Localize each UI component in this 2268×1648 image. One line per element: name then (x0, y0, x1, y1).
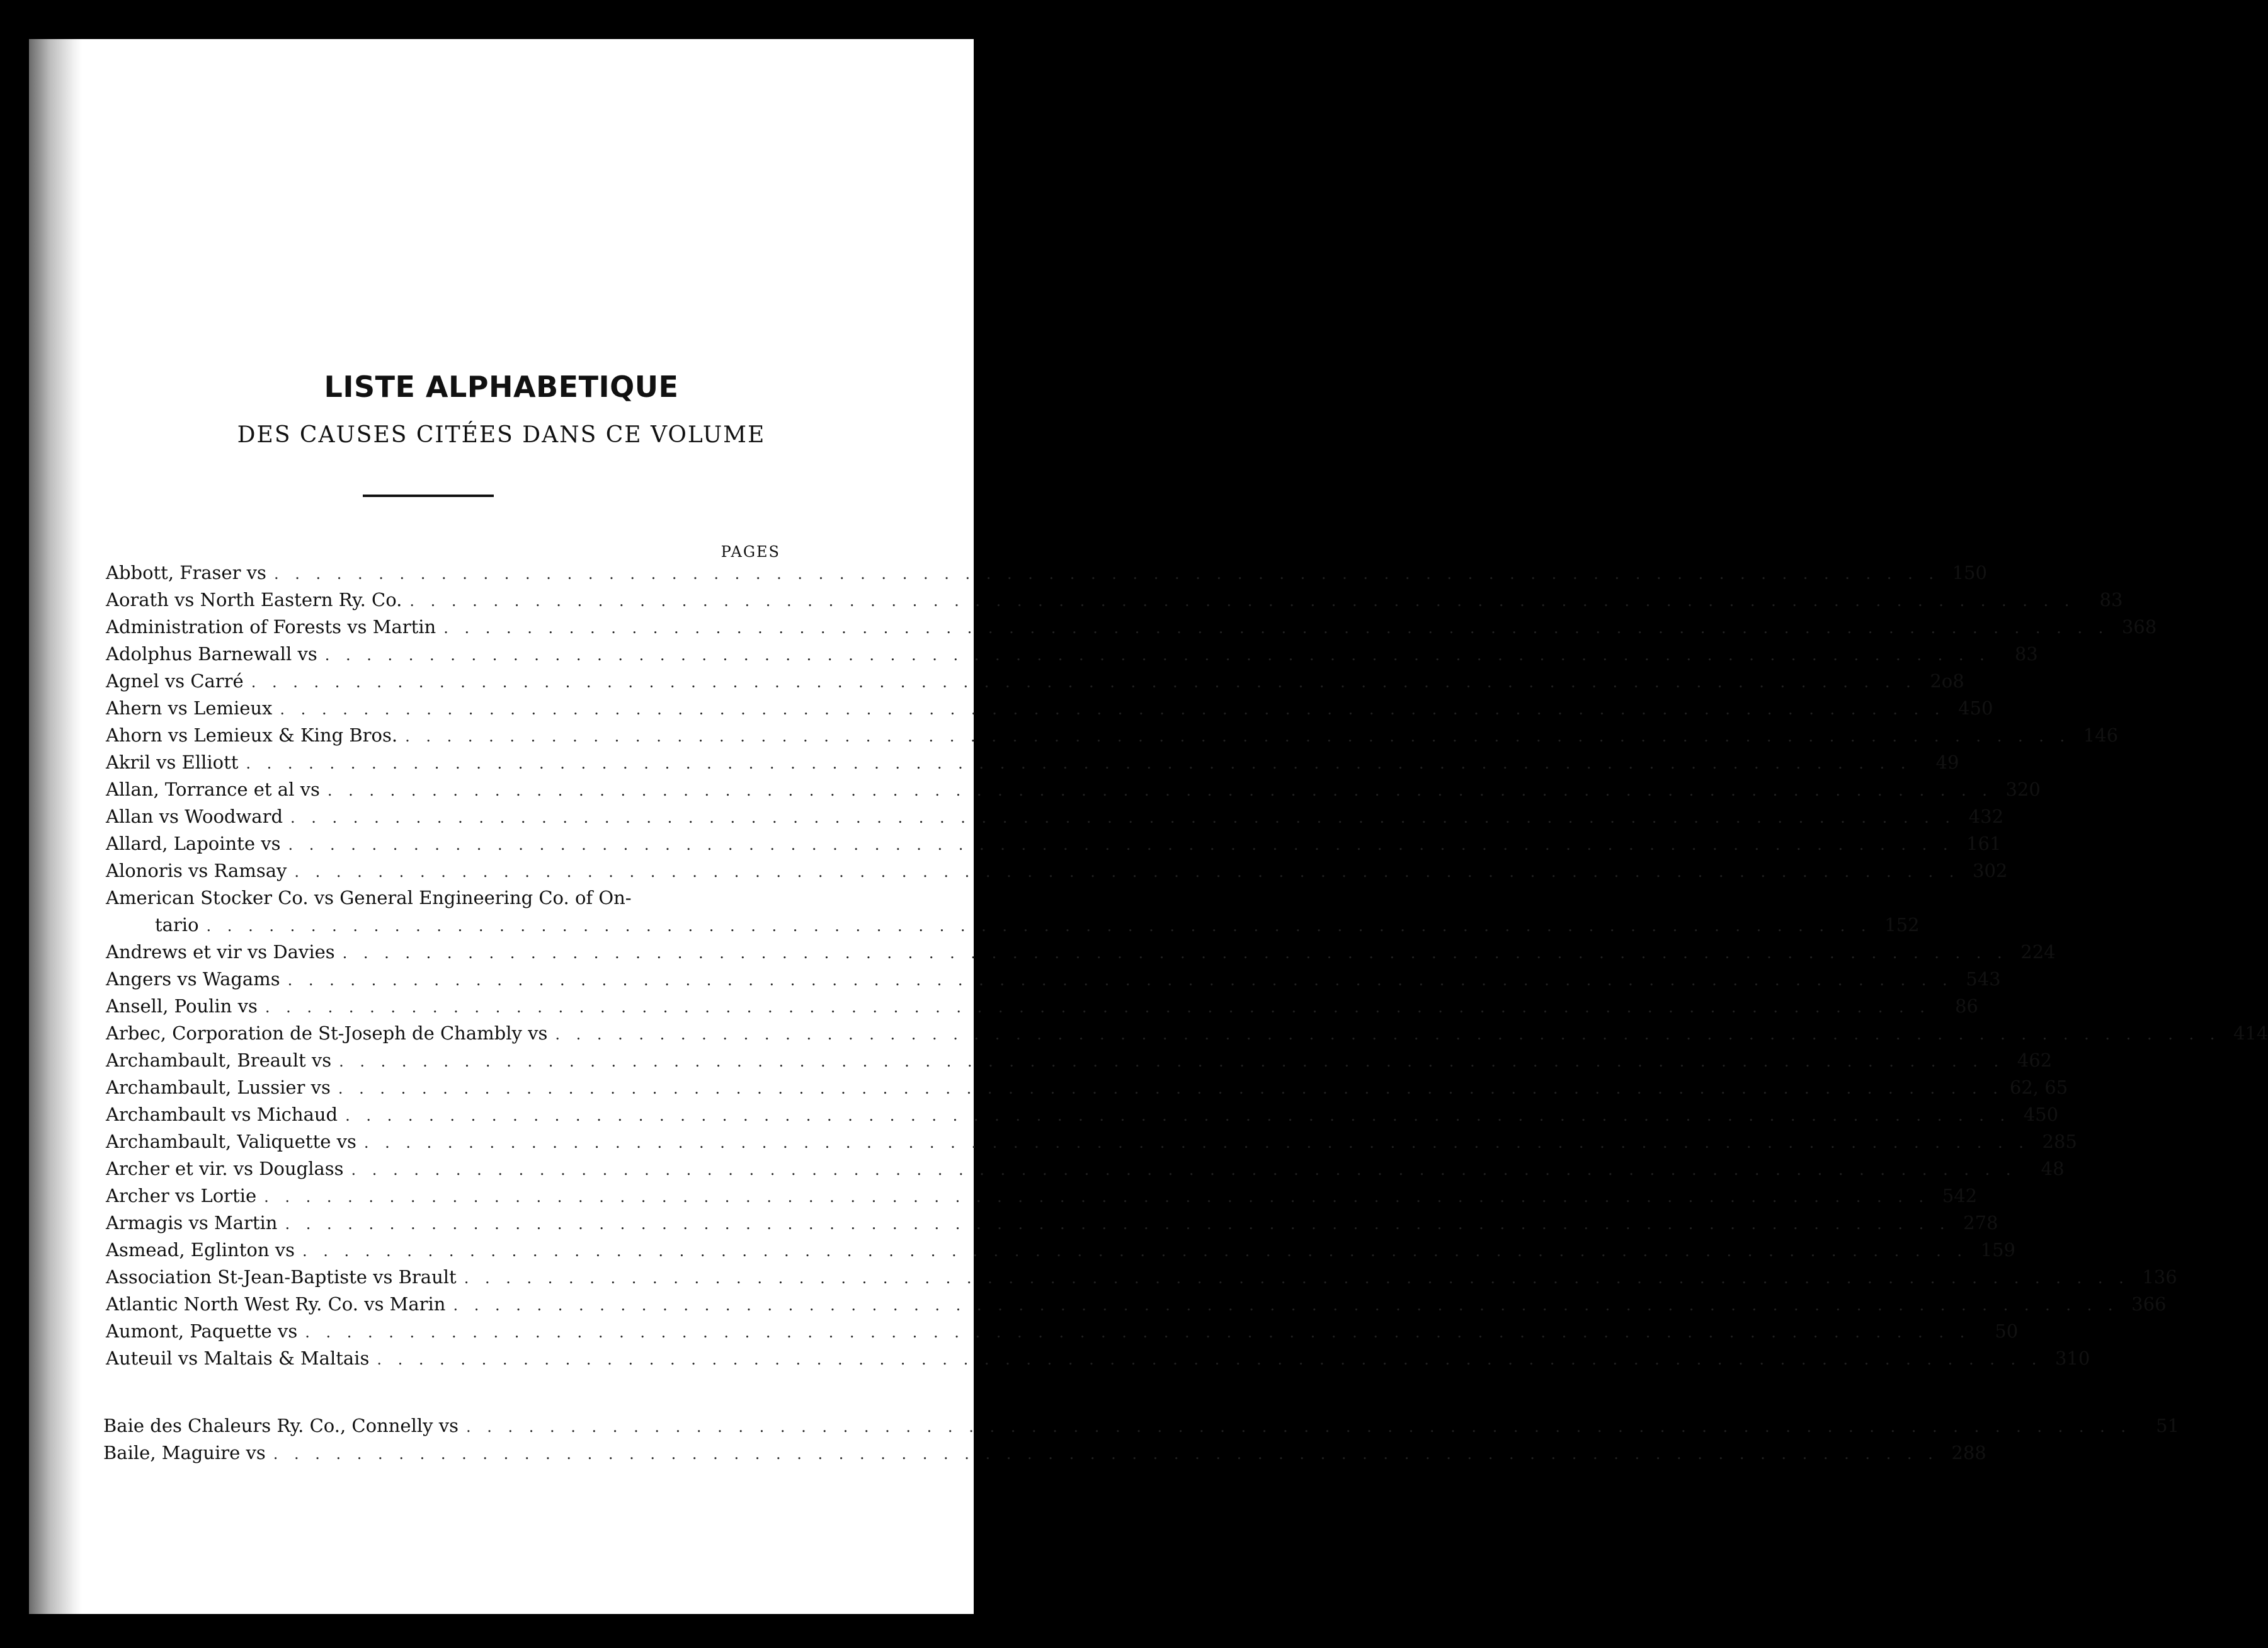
page-number: 432 (1968, 806, 2004, 827)
dot-leader: . . . . . . . . . . . . . . . . . . . . . . . . . . . . . . . . . . . . . . . . . . . . . . . . . . . . . . . . . . . . . . . . . . . . . . . . . . . . . . . . (280, 701, 1946, 718)
list-item (106, 912, 1920, 939)
entry-name: Archambault, Breault vs (106, 1050, 332, 1071)
dot-leader: . . . . . . . . . . . . . . . . . . . . . . . . . . . . . . . . . . . . . . . . . . . . . . . . . . . . . . . . . . . . . . . . . . . . . . . . . . . . . . . . (246, 755, 1912, 772)
entry-name: Allan vs Woodward (106, 806, 283, 827)
page-number: 414 (2233, 1022, 2268, 1044)
list-item (106, 668, 1964, 695)
dot-leader: . . . . . . . . . . . . . . . . . . . . . . . . . . . . . . . . . . . . . . . . . . . . . . . . . . . . . . . . . . . . . . . . . . . . . . . . . . . . . . . . (338, 1080, 2003, 1097)
list-item (106, 1155, 2065, 1182)
list-item (106, 1182, 1978, 1210)
dot-leader: . . . . . . . . . . . . . . . . . . . . . . . . . . . . . . . . . . . . . . . . . . . . . . . . . . . . . . . . . . . . . . . . . . . . . . . . . . . . . . . . (206, 917, 1872, 935)
entry-name: Baile, Maguire vs (103, 1442, 266, 1463)
dot-leader: . . . . . . . . . . . . . . . . . . . . . . . . . . . . . . . . . . . . . . . . . . . . . . . . . . . . . . . . . . . . . . . . . . . . . . . . . . . . . . . . (466, 1418, 2131, 1436)
page-number: 146 (2083, 724, 2119, 746)
list-item (106, 1047, 2053, 1074)
page-number: 320 (2005, 779, 2041, 800)
page-number: 450 (1958, 697, 1993, 719)
entry-name-continuation: tario (155, 914, 199, 936)
entry-name: Atlantic North West Ry. Co. vs Marin (106, 1293, 446, 1315)
page-number: 83 (2014, 643, 2038, 665)
list-item (106, 1210, 1998, 1237)
list-item (106, 1318, 2019, 1345)
entry-name: Allard, Lapointe vs (106, 833, 281, 854)
dot-leader: . . . . . . . . . . . . . . . . . . . . . . . . . . . . . . . . . . . . . . . . . . . . . . . . . . . . . . . . . . . . . . . . . . . . . . . . . . . . . . . . (324, 646, 1990, 664)
dot-leader: . . . . . . . . . . . . . . . . . . . . . . . . . . . . . . . . . . . . . . . . . . . . . . . . . . . . . . . . . . . . . . . . . . . . . . . . . . . . . . . . (264, 1188, 1930, 1206)
page-number: 48 (2041, 1158, 2065, 1179)
page-number: 159 (1980, 1239, 2016, 1261)
dot-leader: . . . . . . . . . . . . . . . . . . . . . . . . . . . . . . . . . . . . . . . . . . . . . . . . . . . . . . . . . . . . . . . . . . . . . . . . . . . . . . . . (351, 1161, 2017, 1179)
dot-leader: . . . . . . . . . . . . . . . . . . . . . . . . . . . . . . . . . . . . . . . . . . . . . . . . . . . . . . . . . . . . . . . . . . . . . . . . . . . . . . . . (273, 1445, 1939, 1463)
entry-name: Ansell, Poulin vs (106, 995, 258, 1017)
page-number: 62, 65 (2009, 1077, 2068, 1098)
entry-name: Adolphus Barnewall vs (106, 643, 317, 665)
dot-leader: . . . . . . . . . . . . . . . . . . . . . . . . . . . . . . . . . . . . . . . . . . . . . . . . . . . . . . . . . . . . . . . . . . . . . . . . . . . . . . . . (265, 999, 1930, 1016)
entry-name: Aorath vs North Eastern Ry. Co. (106, 589, 402, 610)
entry-name: Archambault, Lussier vs (106, 1077, 331, 1098)
entry-name: Abbott, Fraser vs (106, 562, 266, 583)
dot-leader: . . . . . . . . . . . . . . . . . . . . . . . . . . . . . . . . . . . . . . . . . . . . . . . . . . . . . . . . . . . . . . . . . . . . . . . . . . . . . . . . (555, 1026, 2221, 1043)
dot-leader: . . . . . . . . . . . . . . . . . . . . . . . . . . . . . . . . . . . . . . . . . . . . . . . . . . . . . . . . . . . . . . . . . . . . . . . . . . . . . . . . (339, 1053, 2005, 1070)
page-number: 86 (1954, 995, 1978, 1017)
entry-name: Auteuil vs Maltais & Maltais (106, 1348, 370, 1369)
page-number: 285 (2042, 1131, 2077, 1152)
dot-leader: . . . . . . . . . . . . . . . . . . . . . . . . . . . . . . . . . . . . . . . . . . . . . . . . . . . . . . . . . . . . . . . . . . . . . . . . . . . . . . . . (287, 971, 1953, 989)
entry-name: Archer vs Lortie (106, 1185, 257, 1206)
dot-leader: . . . . . . . . . . . . . . . . . . . . . . . . . . . . . . . . . . . . . . . . . . . . . . . . . . . . . . . . . . . . . . . . . . . . . . . . . . . . . . . . (285, 1215, 1951, 1233)
entry-name: Alonoris vs Ramsay (106, 860, 287, 881)
dot-leader: . . . . . . . . . . . . . . . . . . . . . . . . . . . . . . . . . . . . . . . . . . . . . . . . . . . . . . . . . . . . . . . . . . . . . . . . . . . . . . . . (453, 1296, 2119, 1314)
list-item (106, 1291, 2167, 1318)
page-number: 224 (2020, 941, 2056, 963)
dot-leader: . . . . . . . . . . . . . . . . . . . . . . . . . . . . . . . . . . . . . . . . . . . . . . . . . . . . . . . . . . . . . . . . . . . . . . . . . . . . . . . . (302, 1242, 1968, 1260)
list-item (103, 1439, 1986, 1467)
list-item (106, 695, 1993, 722)
entry-name: Armagis vs Martin (106, 1212, 278, 1233)
dot-leader: . . . . . . . . . . . . . . . . . . . . . . . . . . . . . . . . . . . . . . . . . . . . . . . . . . . . . . . . . . . . . . . . . . . . . . . . . . . . . . . . (290, 809, 1956, 827)
entry-name: Association St-Jean-Baptiste vs Brault (106, 1266, 457, 1288)
page-number: 136 (2142, 1266, 2177, 1288)
dot-leader: . . . . . . . . . . . . . . . . . . . . . . . . . . . . . . . . . . . . . . . . . . . . . . . . . . . . . . . . . . . . . . . . . . . . . . . . . . . . . . . . (342, 944, 2008, 962)
page-number: 543 (1966, 968, 2001, 990)
entry-name: Archer et vir. vs Douglass (106, 1158, 344, 1179)
list-item (106, 993, 1978, 1020)
page-number: 83 (2099, 589, 2123, 610)
page-number: 450 (2023, 1104, 2059, 1125)
entry-name: Archambault vs Michaud (106, 1104, 338, 1125)
entry-name: Angers vs Wagams (106, 968, 280, 990)
list-item (106, 966, 2001, 993)
dot-leader: . . . . . . . . . . . . . . . . . . . . . . . . . . . . . . . . . . . . . . . . . . . . . . . . . . . . . . . . . . . . . . . . . . . . . . . . . . . . . . . . (327, 782, 1993, 799)
page-number: 2o8 (1930, 670, 1964, 692)
list-item (106, 749, 1959, 776)
list-item (106, 830, 2002, 857)
dot-leader: . . . . . . . . . . . . . . . . . . . . . . . . . . . . . . . . . . . . . . . . . . . . . . . . . . . . . . . . . . . . . . . . . . . . . . . . . . . . . . . . (443, 619, 2109, 637)
list-item (106, 614, 2157, 641)
entry-list-b (103, 1412, 2179, 1467)
entry-name: Ahern vs Lemieux (106, 697, 273, 719)
page-number: 542 (1942, 1185, 1978, 1206)
list-item (106, 1237, 2016, 1264)
dot-leader: . . . . . . . . . . . . . . . . . . . . . . . . . . . . . . . . . . . . . . . . . . . . . . . . . . . . . . . . . . . . . . . . . . . . . . . . . . . . . . . . (273, 565, 1939, 583)
entry-name: Baie des Chaleurs Ry. Co., Connelly vs (103, 1415, 459, 1436)
page-number: 49 (1935, 752, 1959, 773)
title-rule (363, 495, 494, 497)
page-gutter-shadow (29, 39, 82, 1614)
entry-name: Archambault, Valiquette vs (106, 1131, 356, 1152)
dot-leader: . . . . . . . . . . . . . . . . . . . . . . . . . . . . . . . . . . . . . . . . . . . . . . . . . . . . . . . . . . . . . . . . . . . . . . . . . . . . . . . . (305, 1324, 1971, 1341)
page-number: 152 (1884, 914, 1920, 936)
entry-name: Administration of Forests vs Martin (106, 616, 436, 638)
page-number: 462 (2017, 1050, 2053, 1071)
list-item (106, 641, 2038, 668)
book-page (29, 39, 2268, 1614)
entry-name: Arbec, Corporation de St-Joseph de Chambly vs (106, 1022, 548, 1044)
page-number: 278 (1963, 1212, 1998, 1233)
entry-name: Ahorn vs Lemieux & King Bros. (106, 724, 398, 746)
entry-name: Agnel vs Carré (106, 670, 244, 692)
page-number: 302 (1973, 860, 2008, 881)
dot-leader: . . . . . . . . . . . . . . . . . . . . . . . . . . . . . . . . . . . . . . . . . . . . . . . . . . . . . . . . . . . . . . . . . . . . . . . . . . . . . . . . (294, 863, 1960, 881)
pages-column-label: PAGES (721, 543, 780, 561)
entry-name: American Stocker Co. vs General Engineering Co. of On- (106, 887, 632, 908)
dot-leader: . . . . . . . . . . . . . . . . . . . . . . . . . . . . . . . . . . . . . . . . . . . . . . . . . . . . . . . . . . . . . . . . . . . . . . . . . . . . . . . . (409, 592, 2075, 610)
list-item (106, 722, 2119, 749)
list-item (106, 1128, 2077, 1155)
list-item (106, 803, 2004, 830)
list-item (103, 1412, 2179, 1439)
list-item (106, 776, 2041, 803)
dot-leader: . . . . . . . . . . . . . . . . . . . . . . . . . . . . . . . . . . . . . . . . . . . . . . . . . . . . . . . . . . . . . . . . . . . . . . . . . . . . . . . . (288, 836, 1954, 854)
page-number: 366 (2131, 1293, 2167, 1315)
page-subtitle: DES CAUSES CITÉES DANS CE VOLUME (237, 422, 766, 448)
page-number: 288 (1951, 1442, 1986, 1463)
list-item (106, 587, 2123, 614)
page-title: LISTE ALPHABETIQUE (324, 370, 679, 404)
list-item (106, 857, 2008, 884)
page-number: 50 (1995, 1320, 2019, 1342)
page-number: 310 (2054, 1348, 2090, 1369)
entry-name: Allan, Torrance et al vs (106, 779, 320, 800)
list-item (106, 1020, 2268, 1047)
list-item (106, 939, 2056, 966)
dot-leader: . . . . . . . . . . . . . . . . . . . . . . . . . . . . . . . . . . . . . . . . . . . . . . . . . . . . . . . . . . . . . . . . . . . . . . . . . . . . . . . . (464, 1269, 2129, 1287)
entry-list-a (106, 559, 2268, 1372)
page-number: 368 (2121, 616, 2157, 638)
entry-name: Aumont, Paquette vs (106, 1320, 298, 1342)
page-number: 150 (1952, 562, 1987, 583)
dot-leader: . . . . . . . . . . . . . . . . . . . . . . . . . . . . . . . . . . . . . . . . . . . . . . . . . . . . . . . . . . . . . . . . . . . . . . . . . . . . . . . . (363, 1134, 2029, 1152)
entry-name: Asmead, Eglinton vs (106, 1239, 295, 1261)
list-item (106, 1345, 2090, 1372)
dot-leader: . . . . . . . . . . . . . . . . . . . . . . . . . . . . . . . . . . . . . . . . . . . . . . . . . . . . . . . . . . . . . . . . . . . . . . . . . . . . . . . . (405, 728, 2071, 745)
list-item (106, 559, 1987, 587)
dot-leader: . . . . . . . . . . . . . . . . . . . . . . . . . . . . . . . . . . . . . . . . . . . . . . . . . . . . . . . . . . . . . . . . . . . . . . . . . . . . . . . . (377, 1351, 2043, 1368)
list-item (106, 1074, 2068, 1101)
list-item (106, 1101, 2059, 1128)
page-number: 51 (2156, 1415, 2179, 1436)
entry-name: Akril vs Elliott (106, 752, 239, 773)
page-number: 161 (1966, 833, 2002, 854)
dot-leader: . . . . . . . . . . . . . . . . . . . . . . . . . . . . . . . . . . . . . . . . . . . . . . . . . . . . . . . . . . . . . . . . . . . . . . . . . . . . . . . . (345, 1107, 2011, 1124)
entry-name: Andrews et vir vs Davies (106, 941, 335, 963)
list-item (106, 1264, 2177, 1291)
dot-leader: . . . . . . . . . . . . . . . . . . . . . . . . . . . . . . . . . . . . . . . . . . . . . . . . . . . . . . . . . . . . . . . . . . . . . . . . . . . . . . . . (251, 673, 1917, 691)
